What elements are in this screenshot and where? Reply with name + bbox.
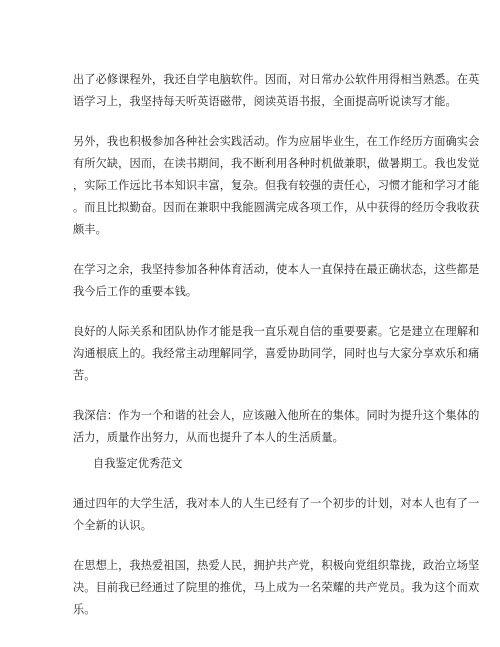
text-line: 沟通根底上的。我经常主动理解同学，喜爱协助同学，同时也与大家分享欢乐和痛 [73,347,480,360]
text-line: 在学习之余，我坚持参加各种体育活动，使本人一直保持在最正确状态，这些都是 [73,263,480,276]
text-line: 我深信：作为一个和谐的社会人，应该融入他所在的集体。同时为提升这个集体的 [73,409,480,422]
text-line: 活力，质量作出努力，从而也提升了本人的生活质量。 [73,431,344,444]
text-line: 良好的人际关系和团队协作才能是我一直乐观自信的重要要素。它是建立在理解和 [73,325,480,338]
section-heading: 自我鉴定优秀范文 [93,457,183,470]
paragraph-self-study [73,69,480,113]
paragraph-teamwork [73,321,480,387]
text-line: 另外，我也积极参加各种社会实践活动。作为应届毕业生，在工作经历方面确实会 [73,135,480,148]
paragraph-sports [73,259,480,303]
text-line: 有所欠缺，因而，在读书期间，我不断利用各种时机做兼职，做暑期工。我也发觉 [73,157,480,170]
document-page [73,69,480,639]
paragraph-ideology [73,555,480,621]
paragraph-university-life [73,493,480,537]
text-line: 个全新的认识。 [73,519,153,532]
text-line: 出了必修课程外，我还自学电脑软件。因而，对日常办公软件用得相当熟悉。在英 [73,73,480,86]
text-line: 颇丰。 [73,223,107,236]
paragraph-social-practice [73,131,480,241]
text-line: 。而且比拟勤奋。因而在兼职中我能圆满完成各项工作，从中获得的经历令我收获 [73,201,480,214]
text-line: 语学习上，我坚持每天听英语磁带，阅读英语书报，全面提高听说读写才能。 [73,95,457,108]
text-line: 我今后工作的重要本钱。 [73,285,198,298]
text-line: 决。目前我已经通过了院里的推优，马上成为一名荣耀的共产党员。我为这个而欢 [73,581,480,594]
text-line: 乐。 [73,603,96,616]
text-line: 在思想上，我热爱祖国，热爱人民，拥护共产党，积极向党组织靠拢，政治立场坚 [73,559,480,572]
text-line: ，实际工作远比书本知识丰富，复杂。但我有较强的责任心，习惯才能和学习才能 [73,179,480,192]
text-line: 通过四年的大学生活，我对本人的人生已经有了一个初步的计划，对本人也有了一 [73,497,480,510]
text-line: 苦。 [73,369,96,382]
paragraph-collective [73,405,480,449]
